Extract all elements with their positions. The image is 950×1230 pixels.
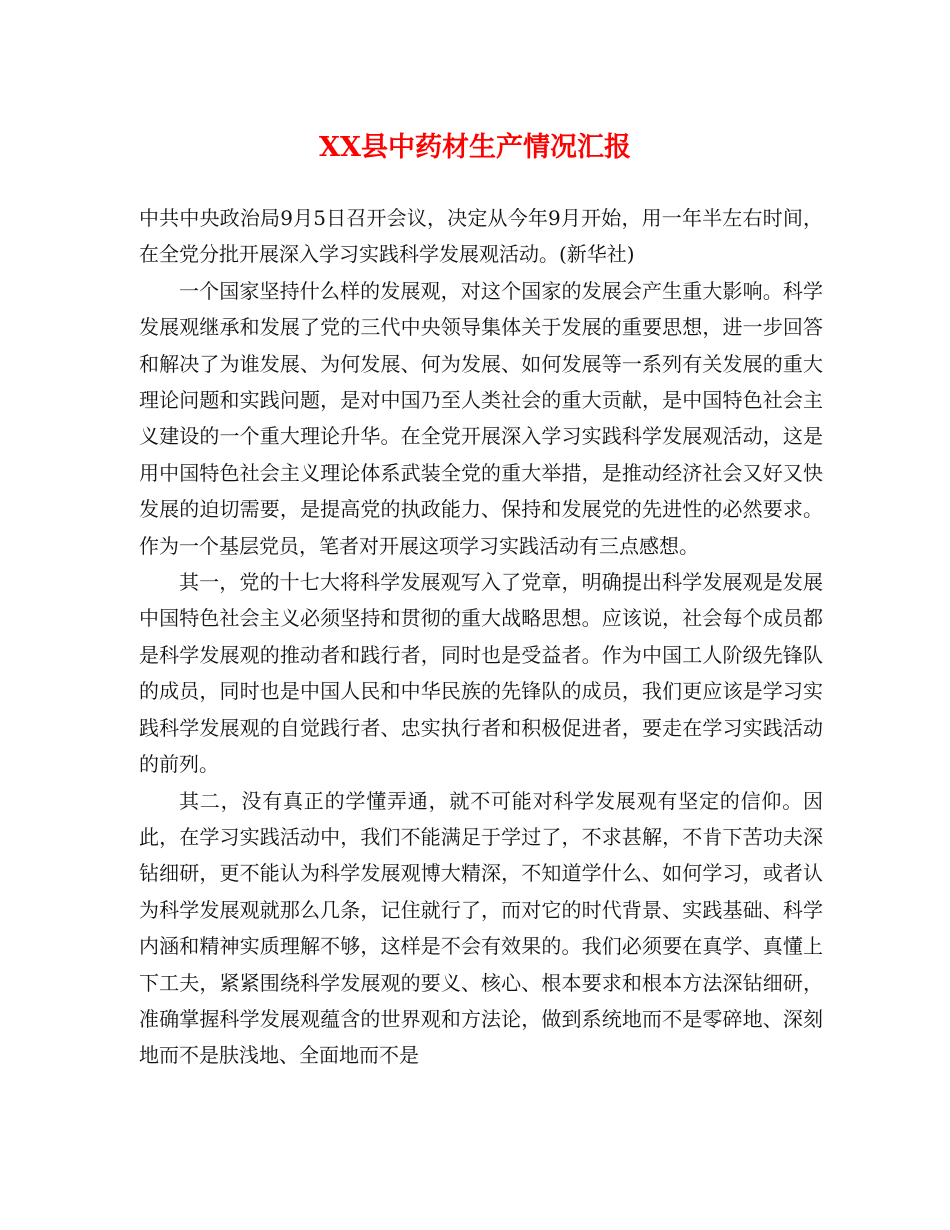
paragraph-development-view: 一个国家坚持什么样的发展观，对这个国家的发展会产生重大影响。科学发展观继承和发展了党的三代中央领导集体关于发展的重要思想，进一步回答和解决了为谁发展、为何发展、何为发展、如何发展等一系列有关发展的重大理论问题和实践问题，是对中国乃至人类社会的重大贡献，是中国特色社会主义建设的一个重大理论升华。在全党开展深入学习实践科学发展观活动，这是用中国特色社会主义理论体系武装全党的重大举措，是推动经济社会又好又快发展的迫切需要，是提高党的执政能力、保持和发展党的先进性的必然要求。作为一个基层党员，笔者对开展这项学习实践活动有三点感想。 xyxy=(139,278,823,558)
document-title: XX县中药材生产情况汇报 xyxy=(319,132,631,163)
paragraph-point-one: 其一，党的十七大将科学发展观写入了党章，明确提出科学发展观是发展中国特色社会主义必须坚持和贯彻的重大战略思想。应该说，社会每个成员都是科学发展观的推动者和践行者，同时也是受益者。作为中国工人阶级先锋队的成员，同时也是中国人民和中华民族的先锋队的成员，我们更应该是学习实践科学发展观的自觉践行者、忠实执行者和积极促进者，要走在学习实践活动的前列。 xyxy=(139,570,823,777)
paragraph-point-two: 其二，没有真正的学懂弄通，就不可能对科学发展观有坚定的信仰。因此，在学习实践活动中，我们不能满足于学过了，不求甚解，不肯下苦功夫深钻细研，更不能认为科学发展观博大精深，不知道学什么、如何学习，或者认为科学发展观就那么几条，记住就行了，而对它的时代背景、实践基础、科学内涵和精神实质理解不够，这样是不会有效果的。我们必须要在真学、真懂上下工夫，紧紧围绕科学发展观的要义、核心、根本要求和根本方法深钻细研，准确掌握科学发展观蕴含的世界观和方法论，做到系统地而不是零碎地、深刻地而不是肤浅地、全面地而不是 xyxy=(139,788,823,1068)
document-body xyxy=(139,200,823,1074)
paragraph-intro: 中共中央政治局9月5日召开会议，决定从今年9月开始，用一年半左右时间，在全党分批开展深入学习实践科学发展观活动。(新华社) xyxy=(139,206,823,267)
